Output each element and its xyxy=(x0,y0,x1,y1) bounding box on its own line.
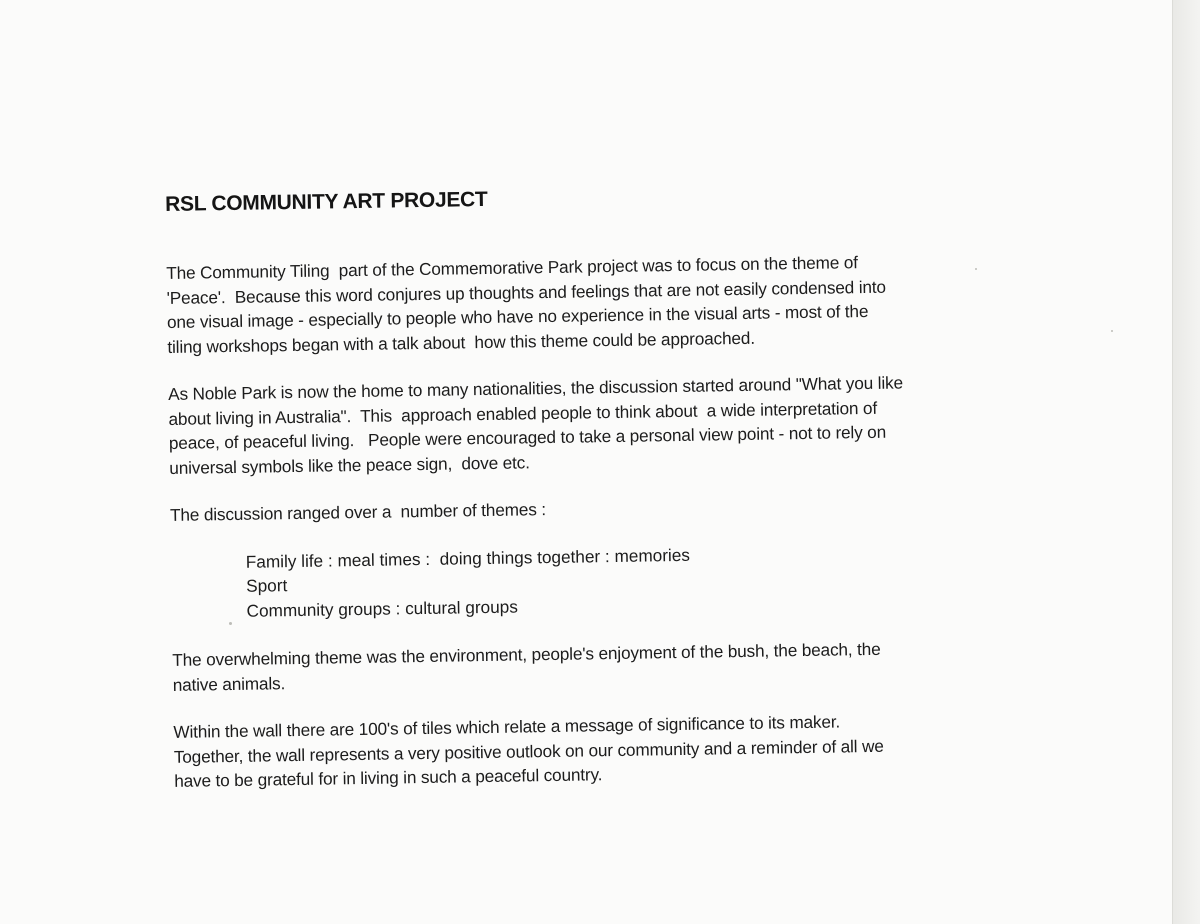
scan-speck xyxy=(229,622,232,625)
theme-list xyxy=(246,537,1052,623)
text-line: Together, the wall represents a very positive outlook on our community and a reminder of all we xyxy=(173,735,884,767)
text-line: peace, of peaceful living. People were encouraged to take a personal view point - not to rely on xyxy=(168,421,887,453)
theme-item: Family life : meal times : doing things together : memories xyxy=(245,544,691,572)
paragraph-discussion xyxy=(168,368,1049,480)
text-line: one visual image - especially to people who have no experience in the visual arts - most of the xyxy=(166,300,869,332)
document-body xyxy=(165,179,1055,816)
text-line: tiling workshops began with a talk about how this theme could be approached. xyxy=(167,327,756,357)
text-line: have to be grateful for in living in such a peaceful country. xyxy=(174,764,603,791)
document-title: RSL COMMUNITY ART PROJECT xyxy=(165,187,488,216)
text-line: native animals. xyxy=(172,672,286,695)
paragraph-environment xyxy=(172,634,1053,697)
text-line: As Noble Park is now the home to many nationalities, the discussion started around "What you like xyxy=(168,372,904,404)
text-line: about living in Australia". This approach enabled people to think about a wide interpretation of xyxy=(168,397,878,429)
theme-item: Sport xyxy=(246,575,288,596)
page-edge xyxy=(1172,0,1200,924)
text-line: 'Peace'. Because this word conjures up thoughts and feelings that are not easily condensed into xyxy=(166,276,887,308)
text-line: The discussion ranged over a number of themes : xyxy=(169,499,547,525)
paragraph-themes-intro xyxy=(170,489,1050,527)
paragraph-intro xyxy=(166,247,1047,359)
text-line: universal symbols like the peace sign, dove etc. xyxy=(169,451,530,478)
theme-item: Community groups : cultural groups xyxy=(246,596,519,621)
paragraph-conclusion xyxy=(173,706,1054,793)
scan-speck xyxy=(1111,330,1113,332)
text-line: Within the wall there are 100's of tiles which relate a message of significance to its maker. xyxy=(173,711,841,742)
text-line: The Community Tiling part of the Commemorative Park project was to focus on the theme of xyxy=(166,252,858,283)
scan-speck xyxy=(975,268,977,270)
text-line: The overwhelming theme was the environment, people's enjoyment of the bush, the beach, the xyxy=(172,638,881,670)
